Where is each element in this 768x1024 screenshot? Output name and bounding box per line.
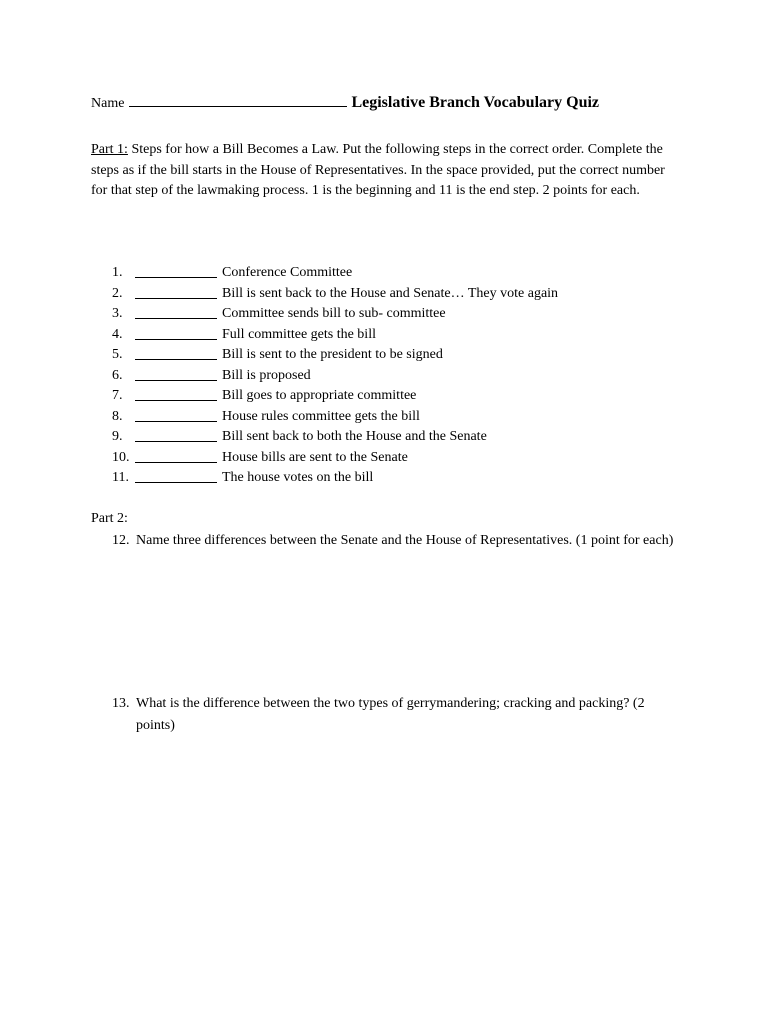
step-text: Bill goes to appropriate committee <box>222 388 417 403</box>
step-text: Bill is proposed <box>222 367 311 383</box>
step-text: Committee sends bill to sub- committee <box>222 306 446 321</box>
answer-blank <box>135 276 217 278</box>
part1-instructions <box>91 140 681 202</box>
step-number: 11. <box>112 470 129 485</box>
step-text: Full committee gets the bill <box>222 326 376 342</box>
step-item <box>91 468 691 489</box>
step-number: 10. <box>112 449 130 465</box>
name-blank-line <box>129 94 347 107</box>
quiz-title: Legislative Branch Vocabulary Quiz <box>351 94 600 111</box>
step-number: 1. <box>112 265 123 280</box>
step-item <box>91 407 691 428</box>
step-number: 6. <box>112 367 123 383</box>
step-text: Bill is sent to the president to be signed <box>222 347 443 362</box>
answer-blank <box>135 358 217 360</box>
step-item <box>91 304 691 325</box>
part1-label: Part 1: <box>91 142 128 157</box>
step-item <box>91 448 691 469</box>
part2-label: Part 2: <box>91 511 128 526</box>
name-label: Name <box>91 96 125 111</box>
step-item <box>91 386 691 407</box>
answer-blank <box>135 379 217 381</box>
question-number: 12. <box>112 533 130 548</box>
step-number: 3. <box>112 306 123 321</box>
step-number: 7. <box>112 388 123 403</box>
step-item <box>91 345 691 366</box>
answer-blank <box>135 399 217 401</box>
step-item <box>91 325 691 346</box>
quiz-header <box>91 94 691 118</box>
step-text: House rules committee gets the bill <box>222 408 420 424</box>
step-number: 9. <box>112 429 123 444</box>
step-item <box>91 366 691 387</box>
answer-blank <box>135 481 217 483</box>
question-text: Name three differences between the Senate and the House of Representatives. (1 point for each) <box>136 533 674 548</box>
step-text: House bills are sent to the Senate <box>222 449 408 465</box>
answer-blank <box>135 317 217 319</box>
question-text: What is the difference between the two types of gerrymandering; cracking and packing? (2 points) <box>136 696 645 733</box>
steps-list <box>91 263 691 489</box>
step-item <box>91 284 691 305</box>
answer-blank <box>135 440 217 442</box>
step-text: The house votes on the bill <box>222 470 374 485</box>
question-number: 13. <box>112 696 130 711</box>
part1-instructions-text: Steps for how a Bill Becomes a Law. Put the following steps in the correct order. Complete the steps as if the bill starts in the House of Representatives. In the space provided, put the correct number for that step of the lawmaking process. 1 is the beginning and 11 is the end step. 2 points for each. <box>91 142 665 198</box>
step-text: Conference Committee <box>222 265 353 280</box>
question-13 <box>91 693 691 737</box>
step-number: 8. <box>112 408 123 424</box>
answer-blank <box>135 461 217 463</box>
step-text: Bill sent back to both the House and the Senate <box>222 429 487 444</box>
step-item <box>91 263 691 284</box>
step-text: Bill is sent back to the House and Senate… They vote again <box>222 285 559 301</box>
step-number: 4. <box>112 326 123 342</box>
step-number: 5. <box>112 347 123 362</box>
step-item <box>91 427 691 448</box>
step-number: 2. <box>112 285 123 301</box>
answer-blank <box>135 420 217 422</box>
answer-blank <box>135 297 217 299</box>
answer-blank <box>135 338 217 340</box>
question-12 <box>91 530 691 574</box>
